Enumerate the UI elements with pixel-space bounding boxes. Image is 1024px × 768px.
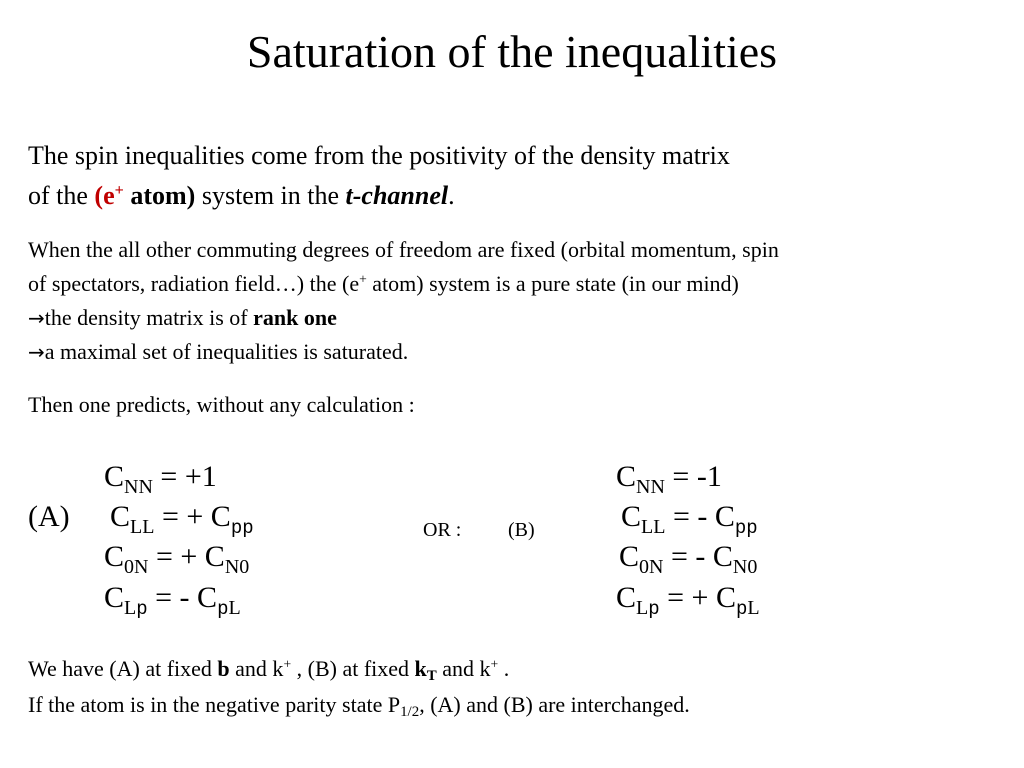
para-line-4 — [28, 335, 408, 369]
eq-b-cll-sub: LL — [641, 516, 666, 538]
eq-a-cll-sub: LL — [130, 516, 155, 538]
intro-line-1-text: The spin inequalities come from the positivity of the density matrix — [28, 141, 730, 170]
eq-a-cll — [110, 497, 254, 537]
positron-symbol: e — [103, 181, 115, 210]
eq-a-clp-rhs: = - C — [147, 581, 218, 614]
atom-word: atom — [123, 181, 187, 210]
c-symbol: C — [616, 581, 637, 614]
para-line-2-post: atom) system is a pure state (in our mind) — [366, 271, 739, 296]
footer-2-pre: If the atom is in the negative parity state P — [28, 692, 401, 717]
eq-a-clp-rhs-sub-b: L — [228, 597, 241, 619]
footer-1-and: and k — [436, 656, 491, 681]
para-line-4-text: a maximal set of inequalities is saturated. — [44, 339, 409, 364]
kt-sub: T — [426, 668, 437, 685]
label-a: (A) — [28, 500, 70, 533]
eq-a-cnn — [104, 457, 217, 497]
eq-b-cll-rhs-sub: pp — [734, 517, 758, 539]
paren-open: ( — [94, 181, 104, 210]
eq-b-cll — [621, 497, 758, 537]
eq-b-clp-rhs: = + C — [659, 581, 736, 614]
eq-a-c0n-rhs-sub: N0 — [224, 556, 250, 578]
eq-a-cll-rhs: = + C — [154, 500, 231, 533]
eq-b-cll-rhs: = - C — [665, 500, 735, 533]
eq-b-cnn — [616, 457, 722, 497]
eq-a-clp-sub-b: p — [136, 598, 148, 620]
footer-1-mid: and k — [229, 656, 284, 681]
k-plus-sup: + — [283, 656, 292, 672]
para-line-2 — [28, 267, 739, 301]
intro-system-in: system in the — [195, 181, 346, 210]
eq-b-clp-sub-a: L — [636, 597, 649, 619]
eq-a-cnn-sub: NN — [124, 476, 153, 498]
eq-b-cnn-rhs: = -1 — [664, 460, 722, 493]
paren-close: ) — [186, 181, 196, 210]
eq-b-clp — [616, 578, 760, 618]
c-symbol: C — [104, 540, 125, 573]
footer-2-post: , (A) and (B) are interchanged. — [419, 692, 690, 717]
rank-one-term: rank one — [253, 305, 337, 330]
para-positron-charge: + — [359, 271, 367, 287]
eq-a-cll-rhs-sub: pp — [230, 517, 254, 539]
right-arrow-icon: → — [28, 306, 45, 330]
para-line-1-text: When the all other commuting degrees of freedom are fixed (orbital momentum, spin — [28, 237, 779, 262]
eq-b-clp-rhs-sub-a: p — [736, 598, 748, 620]
footer-line-1 — [28, 652, 509, 686]
eq-a-c0n — [104, 537, 249, 577]
eq-b-cnn-sub: NN — [636, 476, 665, 498]
intro-line-1 — [28, 136, 730, 176]
c-symbol: C — [104, 581, 125, 614]
intro-line-2 — [28, 176, 455, 216]
slide-title: Saturation of the inequalities — [246, 26, 778, 77]
c-symbol: C — [616, 460, 637, 493]
kt-vector: k — [414, 656, 427, 681]
k-plus-sup-2: + — [490, 656, 499, 672]
eq-a-c0n-sub: 0N — [124, 556, 149, 578]
eq-a-c0n-rhs: = + C — [148, 540, 225, 573]
footer-line-2 — [28, 688, 690, 722]
c-symbol: C — [104, 460, 125, 493]
right-arrow-icon: → — [28, 340, 45, 364]
intro-of-the: of the — [28, 181, 95, 210]
eq-a-clp — [104, 578, 241, 618]
c-symbol: C — [110, 500, 131, 533]
eq-b-clp-sub-b: p — [648, 598, 660, 620]
eq-a-clp-rhs-sub-a: p — [217, 598, 229, 620]
t-channel-term: t-channel — [345, 181, 449, 210]
or-label: OR : — [423, 519, 462, 541]
b-vector: b — [217, 656, 230, 681]
p-half-sub: 1/2 — [400, 704, 420, 721]
eq-b-c0n-sub: 0N — [639, 556, 664, 578]
eq-b-clp-rhs-sub-b: L — [747, 597, 760, 619]
eq-b-c0n-rhs: = - C — [663, 540, 733, 573]
footer-1-end: . — [498, 656, 510, 681]
footer-1-pre: We have (A) at fixed — [28, 656, 218, 681]
c-symbol: C — [621, 500, 642, 533]
label-b: (B) — [508, 519, 535, 541]
para-line-1 — [28, 233, 779, 267]
positron-charge: + — [114, 182, 124, 200]
eq-b-c0n-rhs-sub: N0 — [732, 556, 758, 578]
then-line: Then one predicts, without any calculation : — [28, 392, 415, 417]
eq-b-c0n — [619, 537, 757, 577]
para-line-2-pre: of spectators, radiation field…) the (e — [28, 271, 360, 296]
intro-period: . — [448, 181, 455, 210]
eq-a-clp-sub-a: L — [124, 597, 137, 619]
footer-1-mid2: , (B) at fixed — [291, 656, 415, 681]
eq-a-cnn-rhs: = +1 — [152, 460, 217, 493]
c-symbol: C — [619, 540, 640, 573]
para-line-3-pre: the density matrix is of — [44, 305, 254, 330]
para-line-3 — [28, 301, 337, 335]
